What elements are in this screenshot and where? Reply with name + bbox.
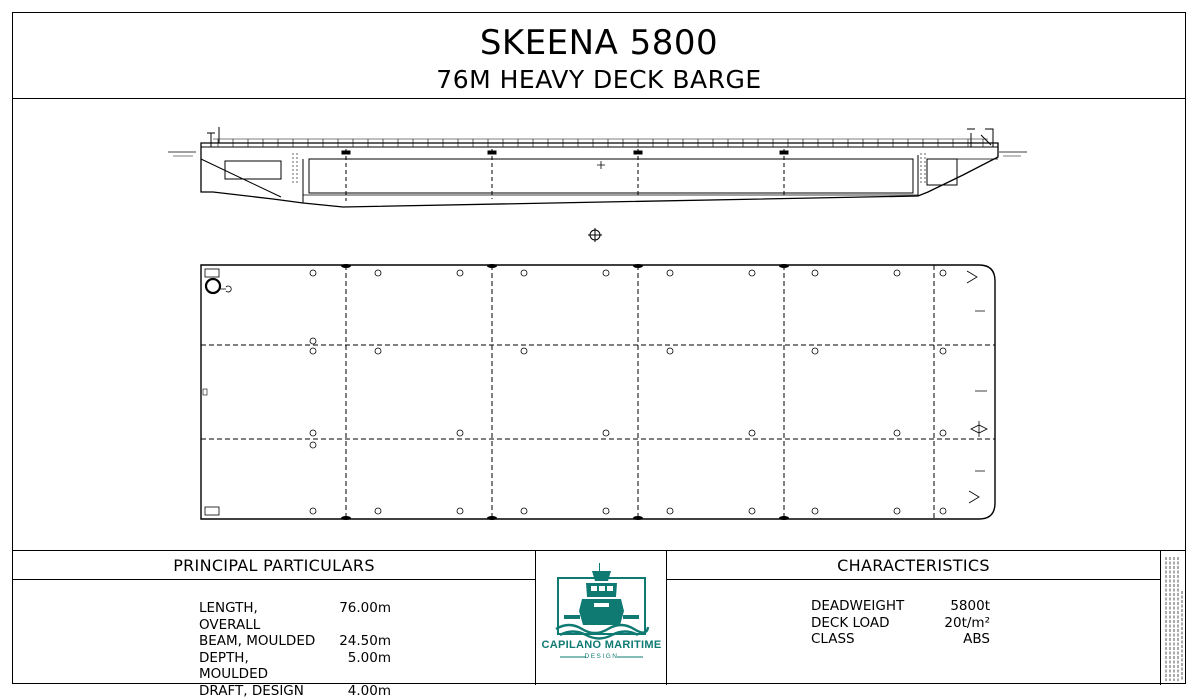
characteristics-panel: [667, 551, 1161, 685]
aft-ladder: [293, 153, 297, 185]
fwd-equipment: [967, 129, 993, 147]
company-tagline: DESIGN: [584, 653, 619, 660]
center-mark-symbol: [588, 228, 602, 242]
principal-particulars-heading: PRINCIPAL PARTICULARS: [13, 551, 535, 580]
fine-print-graphic: [1161, 551, 1185, 686]
boat-logo-icon: [536, 551, 667, 686]
title-bar: [13, 550, 1185, 699]
characteristic-value: 5800t: [950, 598, 990, 614]
characteristic-label: DECK LOAD: [811, 614, 890, 631]
characteristics-list: [811, 598, 990, 648]
particular-label: BEAM, MOULDED: [199, 633, 316, 649]
bitt-aft-port: [205, 269, 219, 277]
hull-plan-outline: [201, 265, 995, 519]
midship-mark: [597, 161, 605, 169]
title-block: [13, 13, 1185, 99]
particular-row: [199, 650, 391, 683]
characteristic-value: 20t/m²: [944, 614, 990, 631]
manholes: [310, 270, 946, 514]
bulkhead-end-marks: [341, 264, 789, 520]
fwd-anchor-fitting: [971, 421, 987, 437]
profile-view: [168, 127, 1027, 207]
deck-fitting-2: [488, 151, 496, 154]
aft-winch-drum: [206, 279, 220, 293]
deck-fitting-4: [780, 151, 788, 154]
particular-row: [199, 633, 391, 650]
principal-particulars-panel: [13, 551, 536, 699]
particular-label: DRAFT, DESIGN: [199, 682, 304, 699]
fwd-tank: [927, 159, 957, 185]
hull-profile-outline: [201, 143, 998, 207]
characteristic-label: DEADWEIGHT: [811, 598, 905, 614]
main-tank: [309, 159, 913, 193]
characteristic-label: CLASS: [811, 631, 855, 647]
deck-fitting-1: [342, 151, 350, 154]
particular-value: 76.00m: [339, 600, 391, 616]
particular-value: 5.00m: [347, 649, 391, 666]
fwd-chocks: [967, 271, 979, 503]
general-arrangement-drawing: [13, 99, 1185, 551]
particular-label: LENGTH, OVERALL: [199, 600, 261, 633]
fwd-ladder: [921, 153, 925, 185]
bitt-aft-stbd: [205, 507, 219, 515]
company-name: CAPILANO MARITIME: [541, 639, 662, 651]
company-logo-panel: [536, 551, 667, 685]
plan-view: [201, 264, 995, 520]
principal-particulars-list: [199, 600, 391, 699]
fwd-side-fittings: [975, 311, 987, 471]
characteristic-row: [811, 615, 990, 632]
disclaimer-strip: [1161, 551, 1185, 685]
particular-value: 24.50m: [339, 633, 391, 649]
aft-winch-mast: [207, 127, 223, 147]
drawing-subtitle: 76M HEAVY DECK BARGE: [436, 65, 762, 94]
characteristic-value: ABS: [963, 631, 990, 647]
aft-rake-line: [201, 159, 281, 197]
particular-label: DEPTH, MOULDED: [199, 649, 268, 682]
drawing-title: SKEENA 5800: [479, 23, 719, 63]
particular-row: [199, 683, 391, 700]
aft-winch-fairlead: [220, 286, 231, 292]
deck-fitting-3: [634, 151, 642, 154]
drawing-frame: [12, 12, 1186, 699]
particular-row: [199, 600, 391, 633]
characteristic-row: [811, 598, 990, 615]
aft-tank: [225, 161, 281, 179]
side-mark-aft: [203, 389, 207, 395]
characteristics-heading: CHARACTERISTICS: [667, 551, 1160, 580]
barge-drawing-svg: [13, 99, 1185, 551]
particular-value: 4.00m: [347, 682, 391, 699]
characteristic-row: [811, 631, 990, 648]
